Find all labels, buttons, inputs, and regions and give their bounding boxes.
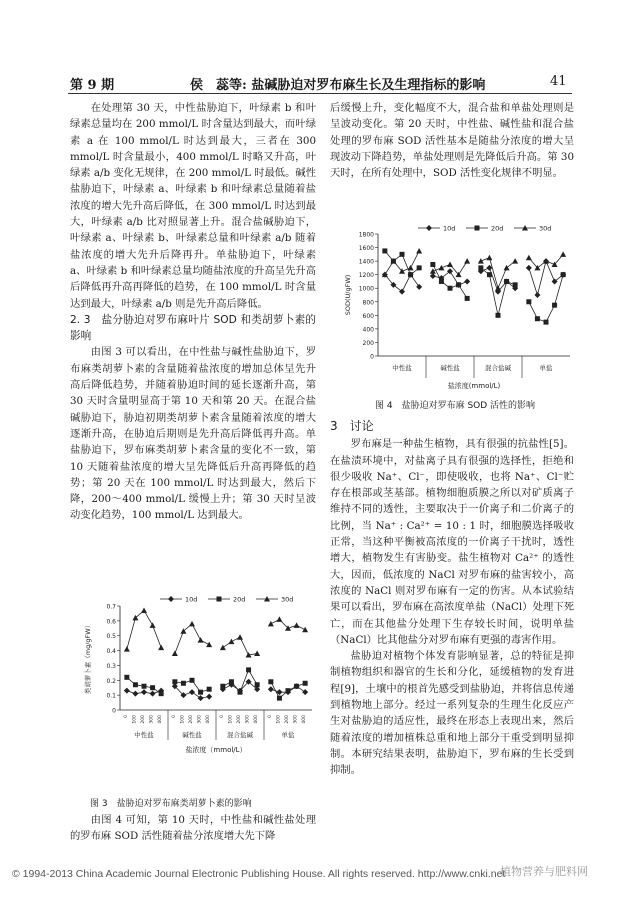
data-point-30d — [478, 258, 484, 264]
legend-label: 30d — [281, 595, 294, 604]
data-point-10d — [189, 689, 195, 695]
section-heading-2-3: 2. 3 盐分胁迫对罗布麻叶片 SOD 和类胡萝卜素的影响 — [70, 313, 316, 343]
conc-tick-label: 100 — [132, 715, 138, 724]
conc-tick-label: 400 — [254, 715, 260, 724]
figure-3-carotenoid-chart — [80, 592, 318, 767]
data-point-30d — [220, 645, 226, 651]
data-point-20d — [382, 248, 387, 253]
data-point-20d — [142, 684, 147, 689]
data-point-10d — [416, 284, 422, 290]
data-point-10d — [526, 265, 532, 271]
data-point-30d — [228, 639, 234, 645]
x-axis-label: 盐浓度(mmol/L) — [447, 382, 501, 390]
series-line-30d — [223, 637, 257, 655]
paragraph: 盐胁迫对植物个体发育影响显著，总的特征是抑制植物组织和器官的生长和分化，延缓植物的发育进程[9]，土壤中的根首先感受到盐胁迫，并将信息传递到植物地上部分。经过一系列复杂的生理生化反应产生对盐胁迫的适应性，最终在形态上表现出来，然后随着浓度的增加植株总重和地上部分干重受到明显抑制。本研究结果表明，盐胁迫下，罗布麻的生长受到抑制。 — [330, 650, 574, 777]
data-point-20d — [417, 265, 422, 270]
right-column-discussion — [330, 418, 574, 779]
paragraph: 后缓慢上升，变化幅度不大，混合盐和单盐处理则是呈波动变化。第 20 天时，中性盐、碱性盐和混合盐处理的罗布麻 SOD 活性基本是随盐分浓度的增大呈现波动下降趋势，单盐处理则是先降低后升高。第 30 天时，在所有处理中，SOD 活性变化规律不明显。 — [330, 102, 574, 180]
left-column-tail — [70, 812, 316, 845]
data-point-20d — [159, 691, 164, 696]
running-header — [0, 74, 636, 94]
data-point-30d — [141, 607, 147, 613]
data-point-30d — [198, 637, 204, 643]
y-tick-label: 0.1 — [106, 692, 116, 700]
data-point-20d — [229, 679, 234, 684]
data-point-30d — [254, 651, 260, 657]
data-point-10d — [124, 688, 130, 694]
data-point-10d — [430, 273, 436, 279]
running-title: 侯 蕊等: 盐碱胁迫对罗布麻生长及生理指标的影响 — [190, 78, 486, 93]
y-tick-label: 800 — [362, 299, 374, 307]
data-point-20d — [246, 667, 251, 672]
data-point-10d — [206, 694, 212, 700]
data-point-30d — [158, 645, 164, 651]
figure-3-caption: 图 3 盐胁迫对罗布麻类胡萝卜素的影响 — [90, 799, 252, 809]
conc-tick-label: 100 — [228, 715, 234, 724]
data-point-20d — [220, 684, 225, 689]
data-point-30d — [150, 622, 156, 628]
copyright-footer: © 1994-2013 China Academic Journal Electronic Publishing House. All rights reserved. http://www.cnki.net — [12, 868, 506, 880]
legend-label: 30d — [539, 224, 552, 233]
legend-marker — [168, 596, 174, 602]
data-point-20d — [400, 252, 405, 257]
series-line-20d — [529, 275, 563, 322]
group-label: 碱性盐 — [440, 364, 460, 372]
legend-marker — [217, 597, 222, 602]
data-point-30d — [276, 616, 282, 622]
y-tick-label: 0 — [112, 707, 116, 715]
data-point-20d — [478, 265, 483, 270]
section-heading-3: 3 讨论 — [330, 419, 374, 433]
data-point-10d — [534, 292, 540, 298]
y-tick-label: 0.4 — [106, 648, 116, 656]
y-tick-label: 0.3 — [106, 662, 116, 670]
paragraph: 罗布麻是一种盐生植物，具有很强的抗盐性[5]。在盐渍环境中，对盐离子具有很强的选择性，拒绝和很少吸收 Na⁺、Cl⁻，即使吸收，也将 Na⁺、Cl⁻贮存在根部或茎基部。植物细胞质膜之所以对矿质离子维持不同的透性，主要取决于一价离子和二价离子的比例，当 Na⁺ : Ca²⁺ = 10 : 1 时，细胞膜选择吸收正常，当这种平衡被高浓度的一价离子干扰时，透性增大，植物发生有害胁变。盐生植物对 Ca²⁺ 的透性大，因而，低浓度的 NaCl 对罗布麻的盐害较小，高浓度的 NaCl 则对罗布麻有一定的伤害。从本试验结果可以看出，罗布麻在高浓度单盐（NaCl）处理下死亡，而在其他盐分处理下生存较长时间，说明单盐（NaCl）比其他盐分对罗布麻有更强的毒害作用。 — [330, 438, 574, 646]
y-axis-label: SOD(U/gFW) — [344, 274, 352, 316]
y-tick-label: 0.7 — [106, 603, 116, 611]
group-label: 单盐 — [281, 731, 295, 739]
x-axis-label: 盐浓度（mmol/L） — [185, 746, 247, 754]
legend-label: 20d — [491, 224, 504, 233]
data-point-30d — [124, 646, 130, 652]
conc-tick-label: 100 — [276, 715, 282, 724]
data-point-10d — [132, 691, 138, 697]
group-label: 混合盐碱 — [227, 731, 253, 739]
data-point-20d — [544, 320, 549, 325]
page-number: 41 — [550, 74, 567, 89]
data-point-30d — [416, 248, 422, 254]
y-tick-label: 200 — [362, 339, 374, 347]
y-tick-label: 0.6 — [106, 618, 116, 626]
data-point-30d — [237, 634, 243, 640]
group-label: 单盐 — [539, 364, 553, 372]
data-point-30d — [294, 622, 300, 628]
data-point-20d — [294, 684, 299, 689]
conc-tick-label: 400 — [158, 715, 164, 724]
conc-tick-label: 0 — [267, 715, 273, 718]
data-point-20d — [526, 299, 531, 304]
series-line-10d — [529, 261, 563, 295]
conc-tick-label: 200 — [141, 715, 146, 724]
data-point-30d — [447, 262, 453, 268]
data-point-30d — [172, 651, 178, 657]
y-tick-label: 1600 — [358, 245, 374, 253]
data-point-20d — [303, 681, 308, 686]
data-point-20d — [487, 272, 492, 277]
left-column — [70, 100, 316, 524]
legend-label: 10d — [185, 595, 198, 604]
data-point-20d — [207, 687, 212, 692]
data-point-20d — [190, 678, 195, 683]
right-column — [330, 100, 574, 181]
y-axis-label: 类胡萝卜素（mg/gFW） — [84, 621, 92, 695]
data-point-20d — [286, 688, 291, 693]
data-point-10d — [198, 695, 204, 701]
conc-tick-label: 200 — [237, 715, 242, 724]
data-point-20d — [535, 316, 540, 321]
figure-4-sod-chart — [340, 222, 576, 392]
conc-tick-label: 0 — [219, 715, 225, 718]
data-point-20d — [430, 262, 435, 267]
series-line-30d — [175, 624, 209, 654]
data-point-20d — [561, 272, 566, 277]
y-tick-label: 1800 — [358, 231, 374, 239]
data-point-10d — [141, 689, 147, 695]
y-tick-label: 1200 — [358, 272, 374, 280]
conc-tick-label: 300 — [149, 715, 155, 724]
legend-marker — [475, 226, 480, 231]
data-point-20d — [408, 272, 413, 277]
conc-tick-label: 400 — [302, 715, 308, 724]
data-point-10d — [268, 686, 274, 692]
data-point-20d — [496, 313, 501, 318]
legend-label: 20d — [233, 595, 246, 604]
data-point-20d — [277, 696, 282, 701]
conc-tick-label: 200 — [189, 715, 194, 724]
data-point-30d — [526, 255, 532, 261]
data-point-30d — [464, 258, 470, 264]
data-point-20d — [255, 682, 260, 687]
conc-tick-label: 300 — [245, 715, 251, 724]
data-point-30d — [189, 621, 195, 627]
data-point-30d — [504, 265, 510, 271]
y-tick-label: 600 — [362, 312, 374, 320]
watermark: 植物营养与肥料网 — [500, 865, 588, 878]
conc-tick-label: 100 — [180, 715, 186, 724]
data-point-20d — [124, 675, 129, 680]
conc-tick-label: 400 — [206, 715, 212, 724]
data-point-20d — [150, 685, 155, 690]
group-label: 中性盐 — [134, 731, 154, 739]
y-tick-label: 400 — [362, 326, 374, 334]
legend-marker — [426, 225, 432, 231]
data-point-20d — [439, 279, 444, 284]
data-point-30d — [408, 265, 414, 271]
conc-tick-label: 0 — [123, 715, 129, 718]
data-point-20d — [448, 286, 453, 291]
y-tick-label: 1400 — [358, 258, 374, 266]
data-point-30d — [268, 621, 274, 627]
conc-tick-label: 0 — [171, 715, 177, 718]
data-point-30d — [438, 265, 444, 271]
data-point-20d — [465, 296, 470, 301]
y-tick-label: 1000 — [358, 285, 374, 293]
header-rule — [68, 93, 572, 94]
issue-number: 第 9 期 — [70, 78, 115, 93]
data-point-10d — [302, 689, 308, 695]
y-tick-label: 0.5 — [106, 633, 116, 641]
paragraph: 由图 4 可知，第 10 天时，中性盐和碱性盐处理的罗布麻 SOD 活性随着盐分浓度增大先下降 — [70, 814, 316, 843]
group-label: 中性盐 — [392, 364, 412, 372]
series-line-30d — [127, 610, 161, 649]
data-point-20d — [456, 282, 461, 287]
data-point-20d — [504, 279, 509, 284]
data-point-20d — [268, 679, 273, 684]
data-point-30d — [486, 255, 492, 261]
data-point-20d — [181, 681, 186, 686]
conc-tick-label: 300 — [293, 715, 299, 724]
data-point-30d — [206, 642, 212, 648]
data-point-20d — [552, 303, 557, 308]
data-point-30d — [560, 251, 566, 257]
data-point-30d — [302, 627, 308, 633]
legend-label: 10d — [443, 224, 456, 233]
paragraph: 在处理第 30 天，中性盐胁迫下，叶绿素 b 和叶绿素总量均在 200 mmol/L 时含量达到最大，而叶绿素 a 在 100 mmol/L 时达到最大，三者在 300 mmol/L 时含量最小，400 mmol/L 时略又升高，叶绿素 a/b 变化无规律，在 200 mmol/L 时最低。碱性盐胁迫下，叶绿素 a、叶绿素 b 和叶绿素总量随着盐浓度的增大先升高后降低，在 300 mmol/L 时达到最大，叶绿素 a/b 比对照显著上升。混合盐碱胁迫下，叶绿素 a、叶绿素 b、叶绿素总量和叶绿素 a/b 随着盐浓度的增大先升后降再升。单盐胁迫下，叶绿素 a、叶绿素 b 和叶绿素总量均随盐浓度的升高呈先升高后降低再升高再降低的趋势，在 100 mmol/L 时含量达到最大，叶绿素 a/b 则是先升高后降低。 — [70, 102, 316, 310]
data-point-20d — [172, 679, 177, 684]
y-tick-label: 0.2 — [106, 677, 116, 685]
data-point-20d — [513, 282, 518, 287]
group-label: 碱性盐 — [182, 731, 202, 739]
group-label: 混合盐碱 — [485, 364, 511, 372]
paragraph: 由图 3 可以看出，在中性盐与碱性盐胁迫下，罗布麻类胡萝卜素的含量随着盐浓度的增加总体呈先升高后降低趋势，并随着胁迫时间的延长逐渐升高，第 30 天时含量明显高于第 10 天和第 20 天。在混合盐碱胁迫下，胁迫初期类胡萝卜素含量随着浓度的增大逐渐升高，在胁迫后期则是先升高后降低再升高。单盐胁迫下，罗布麻类胡萝卜素含量的变化不一致，第 10 天随着盐浓度的增大呈先降低后升高再降低的趋势；第 20 天在 100 mmol/L 时达到最大，然后下降，200～400 mmol/L 缓慢上升；第 30 天时呈波动变化趋势，100 mmol/L 达到最大。 — [70, 346, 316, 522]
data-point-10d — [464, 278, 470, 284]
data-point-20d — [133, 682, 138, 687]
y-tick-label: 0 — [370, 353, 374, 361]
data-point-10d — [150, 691, 156, 697]
data-point-30d — [512, 258, 518, 264]
figure-4-caption: 图 4 盐胁迫对罗布麻 SOD 活性的影响 — [375, 401, 536, 411]
data-point-20d — [238, 690, 243, 695]
data-point-20d — [198, 690, 203, 695]
conc-tick-label: 300 — [197, 715, 203, 724]
conc-tick-label: 200 — [285, 715, 290, 724]
